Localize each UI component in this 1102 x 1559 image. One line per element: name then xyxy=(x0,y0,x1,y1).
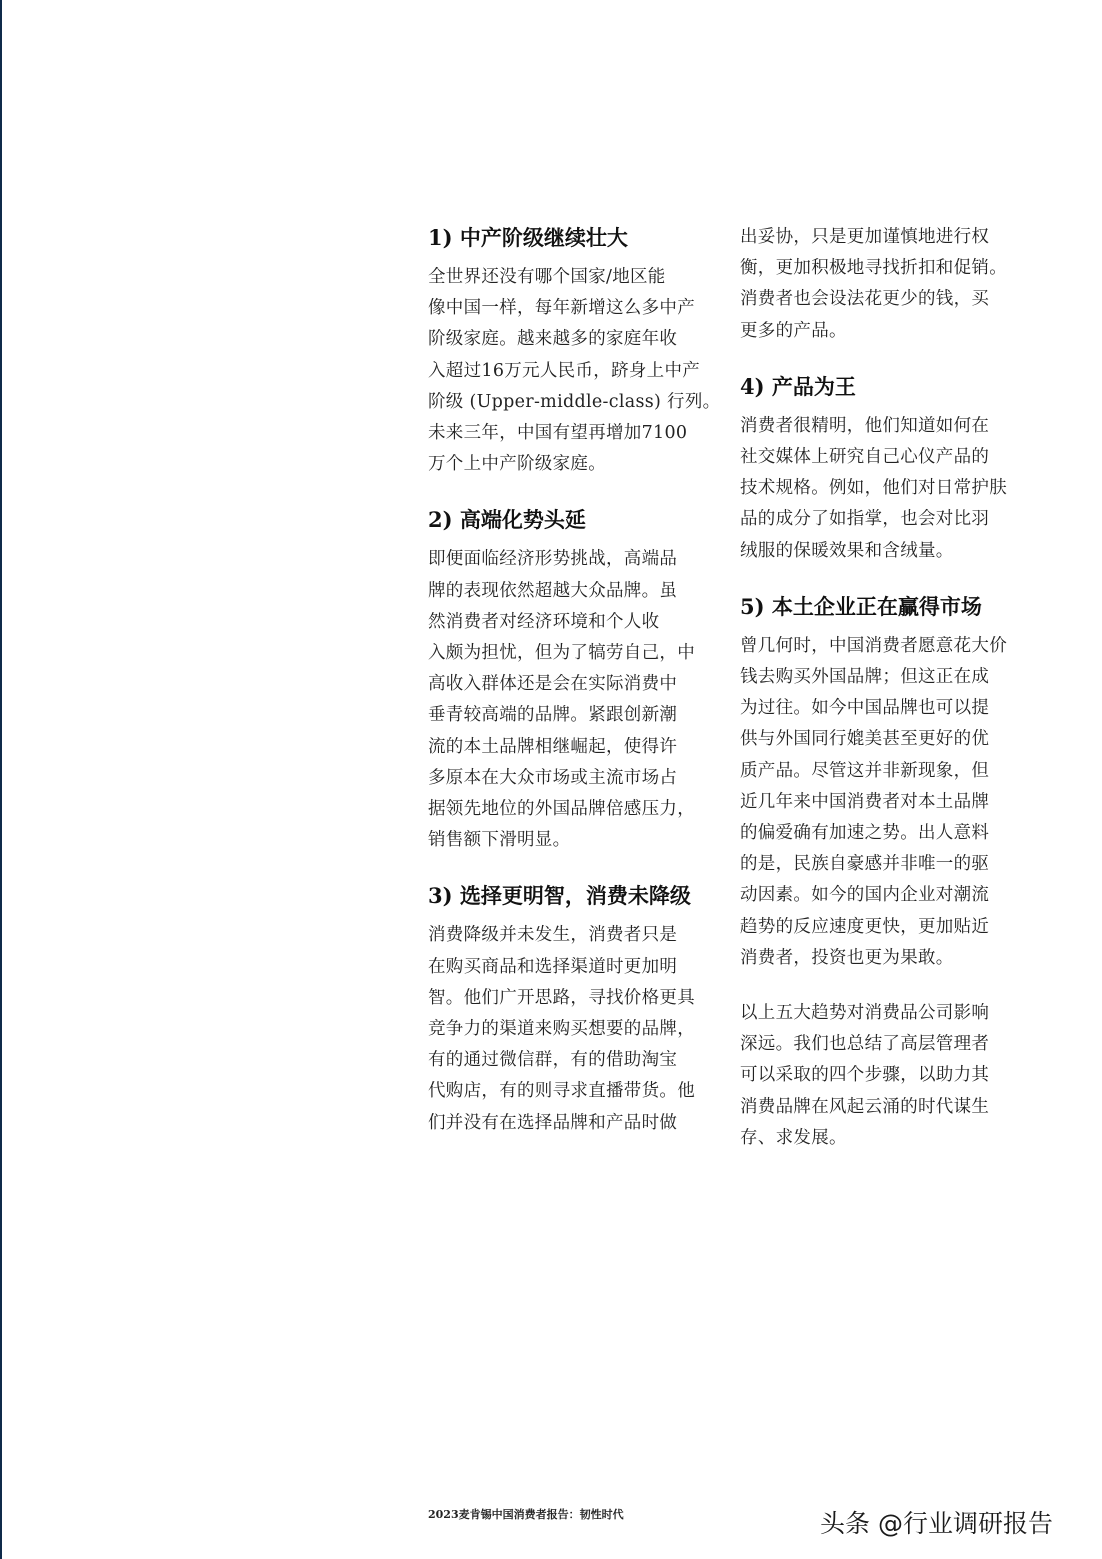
paragraph-line: 牌的表现依然超越大众品牌。虽 xyxy=(428,580,678,601)
paragraph-line: 销售额下滑明显。 xyxy=(428,830,571,851)
paragraph-line: 出妥协，只是更加谨慎地进行权 xyxy=(740,227,990,247)
section-paragraph xyxy=(740,998,1040,1154)
left-column xyxy=(428,222,728,1163)
section-heading: 5) 本土企业正在赢得市场 xyxy=(740,593,982,619)
paragraph-line: 曾几何时，中国消费者愿意花大价 xyxy=(740,635,1007,656)
paragraph-line: 流的本土品牌相继崛起，使得许 xyxy=(428,736,678,757)
section-heading: 2) 高端化势头延 xyxy=(428,507,586,533)
watermark-text: 头条 @行业调研报告 xyxy=(820,1509,1053,1538)
section-paragraph xyxy=(740,222,1040,347)
section-paragraph xyxy=(428,544,728,856)
section-paragraph xyxy=(740,411,1040,567)
paragraph-line: 未来三年，中国有望再增加7100 xyxy=(428,423,688,444)
paragraph-line: 趋势的反应速度更快，更加贴近 xyxy=(740,916,990,937)
paragraph-line: 存、求发展。 xyxy=(740,1127,847,1148)
paragraph-line: 多原本在大众市场或主流市场占 xyxy=(428,767,678,788)
paragraph-line: 消费者很精明，他们知道如何在 xyxy=(740,415,990,436)
paragraph-line: 消费者，投资也更为果敢。 xyxy=(740,947,954,968)
paragraph-line: 可以采取的四个步骤，以助力其 xyxy=(740,1065,990,1086)
paragraph-line: 万个上中产阶级家庭。 xyxy=(428,454,606,475)
paragraph-line: 即便面临经济形势挑战，高端品 xyxy=(428,549,678,570)
paragraph-line: 入超过16万元人民币，跻身上中产 xyxy=(428,360,701,381)
paragraph-line: 然消费者对经济环境和个人收 xyxy=(428,611,660,632)
paragraph-line: 动因素。如今的国内企业对潮流 xyxy=(740,885,990,906)
paragraph-line: 智。他们广开思路，寻找价格更具 xyxy=(428,987,695,1008)
paragraph-line: 全世界还没有哪个国家/地区能 xyxy=(428,267,666,287)
right-column xyxy=(740,222,1040,1178)
paragraph-line: 入颇为担忧，但为了犒劳自己，中 xyxy=(428,643,695,664)
paragraph-line: 深远。我们也总结了高层管理者 xyxy=(740,1034,990,1055)
paragraph-line: 阶级家庭。越来越多的家庭年收 xyxy=(428,329,678,350)
paragraph-line: 竞争力的渠道来购买想要的品牌， xyxy=(428,1019,695,1040)
paragraph-line: 消费品牌在风起云涌的时代谋生 xyxy=(740,1096,990,1117)
paragraph-line: 近几年来中国消费者对本土品牌 xyxy=(740,791,990,812)
paragraph-line: 的偏爱确有加速之势。出人意料 xyxy=(740,823,990,844)
paragraph-line: 更多的产品。 xyxy=(740,320,847,341)
section-heading: 3) 选择更明智，消费未降级 xyxy=(428,883,691,909)
section-heading: 1) 中产阶级继续壮大 xyxy=(428,225,628,250)
paragraph-line: 绒服的保暖效果和含绒量。 xyxy=(740,540,954,561)
paragraph-line: 以上五大趋势对消费品公司影响 xyxy=(740,1003,990,1024)
section-paragraph xyxy=(740,631,1040,974)
paragraph-line: 衡，更加积极地寻找折扣和促销。 xyxy=(740,258,1007,279)
paragraph-line: 供与外国同行媲美甚至更好的优 xyxy=(740,729,990,750)
paragraph-line: 有的通过微信群，有的借助淘宝 xyxy=(428,1050,678,1071)
paragraph-line: 技术规格。例如，他们对日常护肤 xyxy=(740,478,1007,499)
paragraph-line: 们并没有在选择品牌和产品时做 xyxy=(428,1112,678,1133)
paragraph-line: 品的成分了如指掌，也会对比羽 xyxy=(740,509,990,530)
paragraph-line: 在购买商品和选择渠道时更加明 xyxy=(428,956,678,977)
paragraph-line: 据领先地位的外国品牌倍感压力， xyxy=(428,799,695,820)
paragraph-line: 垂青较高端的品牌。紧跟创新潮 xyxy=(428,705,678,726)
paragraph-line: 钱去购买外国品牌；但这正在成 xyxy=(740,667,990,688)
paragraph-line: 代购店，有的则寻求直播带货。他 xyxy=(428,1081,695,1102)
paragraph-line: 消费降级并未发生，消费者只是 xyxy=(428,925,678,946)
paragraph-line: 消费者也会设法花更少的钱，买 xyxy=(740,289,990,310)
paragraph-line: 质产品。尽管这并非新现象，但 xyxy=(740,760,990,781)
paragraph-line: 的是，民族自豪感并非唯一的驱 xyxy=(740,854,990,875)
paragraph-line: 像中国一样，每年新增这么多中产 xyxy=(428,298,695,319)
section-paragraph xyxy=(428,920,728,1138)
paragraph-line: 阶级 (Upper-middle-class) 行列。 xyxy=(428,391,721,412)
paragraph-line: 高收入群体还是会在实际消费中 xyxy=(428,674,678,695)
page-edge-rule xyxy=(0,0,2,1559)
section-heading: 4) 产品为王 xyxy=(740,373,856,399)
paragraph-line: 为过往。如今中国品牌也可以提 xyxy=(740,698,990,719)
paragraph-line: 社交媒体上研究自己心仪产品的 xyxy=(740,447,990,468)
report-footer-title: 2023麦肯锡中国消费者报告：韧性时代 xyxy=(428,1508,624,1521)
section-paragraph xyxy=(428,262,728,480)
